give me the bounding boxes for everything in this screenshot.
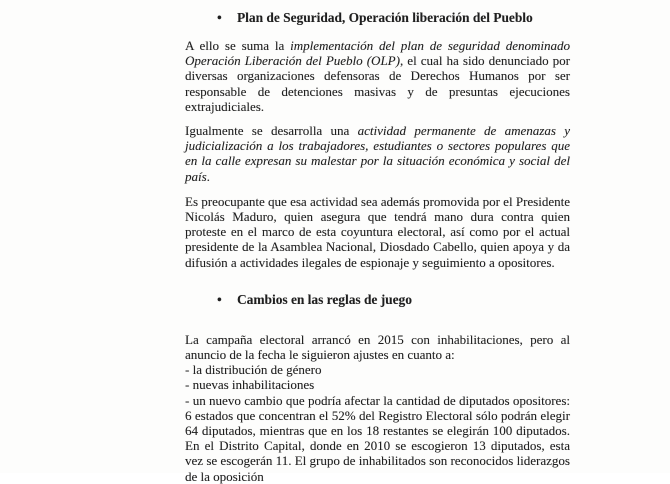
- list-item-line: [185, 377, 570, 392]
- section-cambios-reglas: [185, 291, 570, 484]
- text-run: - nuevas inhabilitaciones: [185, 377, 315, 393]
- text-run: A ello se suma la: [185, 38, 291, 53]
- text-run: - un nuevo cambio que podría afectar la cantidad de diputados opositores: 6 estados que concentran el 52% del Registro Electoral sólo podrán elegir 64 diputados, mientras que en los 18 restantes se elegirán 100 diputados. En el Distrito Capital, donde en 2010 se escogieron 13 diputados, esta vez se escogerán 11. El grupo de inhabilitados son reconocidos liderazgos de la oposición: [185, 392, 570, 484]
- section-heading: [217, 291, 570, 308]
- text-run: La campaña electoral arrancó en 2015 con inhabilitaciones, pero al anuncio de la fecha le siguieron ajustes en cuanto a:: [185, 331, 570, 363]
- text-run: Igualmente se desarrolla una: [185, 123, 358, 139]
- heading-text: Cambios en las reglas de juego: [237, 291, 412, 307]
- text-run: .: [206, 168, 210, 184]
- section-heading: [217, 9, 570, 26]
- text-run: , el cual ha sido denunciado por diversas organizaciones defensoras de Derechos Humanos por ser responsable de detenciones masivas y de presuntas ejecuciones extrajudiciales.: [185, 53, 570, 114]
- text-run: - la distribución de género: [185, 362, 322, 378]
- bullet-icon: •: [217, 291, 222, 307]
- list-item-line: [185, 393, 570, 484]
- paragraph: [185, 194, 570, 270]
- bullet-icon: •: [217, 10, 222, 25]
- paragraph: [185, 332, 570, 362]
- section-plan-de-seguridad: [185, 9, 570, 270]
- text-run-italic: implementación del plan de seguridad denominado Operación Liberación del Pueblo (OLP): [185, 38, 570, 69]
- list-item-line: [185, 362, 570, 377]
- paragraph: [185, 123, 570, 184]
- text-run: Es preocupante que esa actividad sea además promovida por el Presidente Nicolás Maduro, quien asegura que tendrá mano dura contra quien proteste en el marco de esta coyuntura electoral, así como por el actual presidente de la Asamblea Nacional, Diosdado Cabello, quien apoya y da difusión a actividades ilegales de espionaje y seguimiento a opositores.: [185, 193, 570, 270]
- text-run-italic: actividad permanente de amenazas y judicialización a los trabajadores, estudiantes o sectores populares que en la calle expresan su malestar por la situación económica y social del país: [185, 123, 571, 184]
- paragraph: [185, 38, 570, 114]
- heading-text: Plan de Seguridad, Operación liberación del Pueblo: [237, 10, 533, 25]
